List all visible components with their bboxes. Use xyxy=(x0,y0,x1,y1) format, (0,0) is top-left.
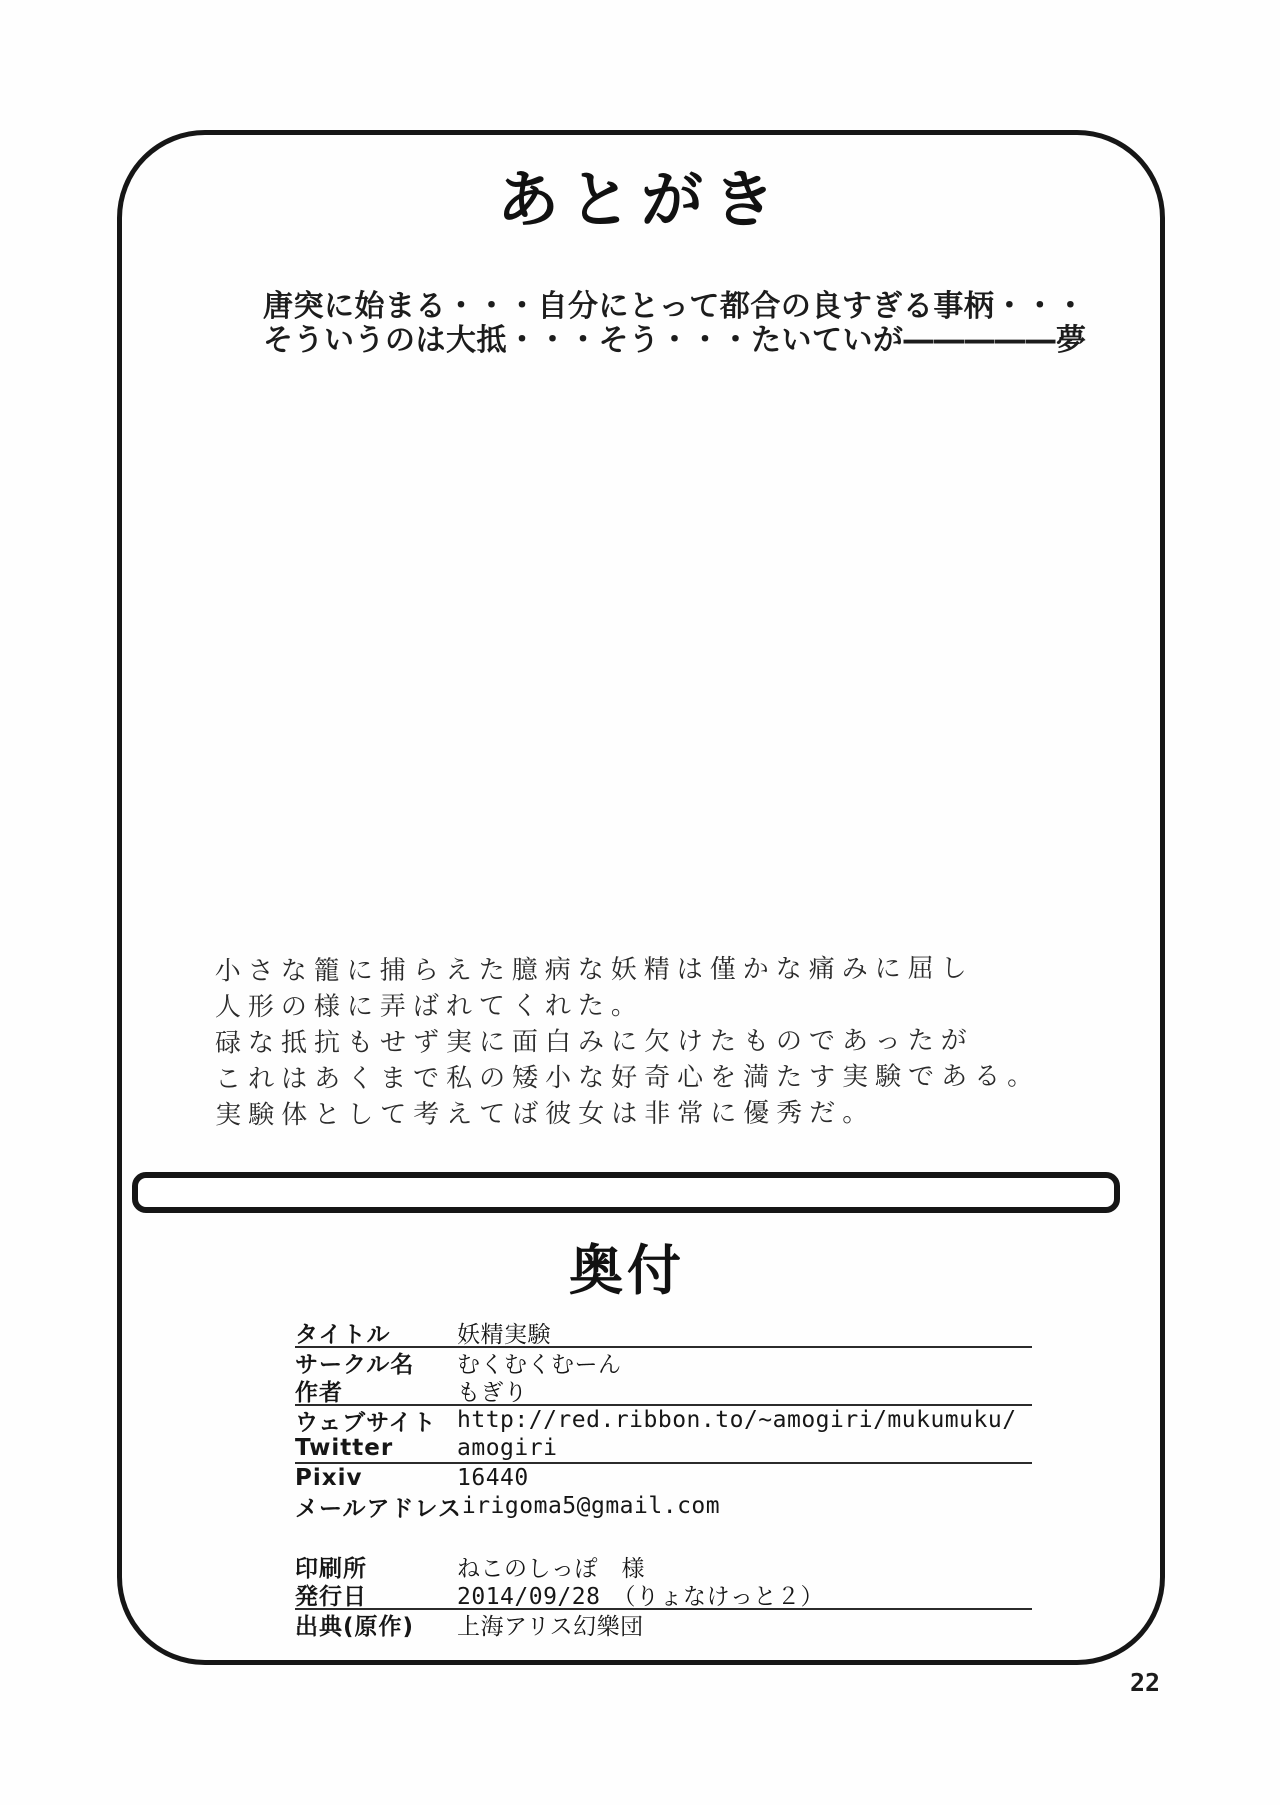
afterword-intro xyxy=(263,289,1087,358)
afterword-intro-line: そういうのは大抵・・・そう・・・たいていが―――――夢 xyxy=(263,323,1087,358)
row-label: 発行日 xyxy=(295,1583,367,1610)
colophon-title: 奥付 xyxy=(569,1239,685,1302)
row-label: Pixiv xyxy=(295,1465,363,1491)
table-row xyxy=(295,1348,1032,1376)
row-value: amogiri xyxy=(457,1435,558,1461)
row-label: ウェブサイト xyxy=(295,1409,437,1436)
row-value: http://red.ribbon.to/~amogiri/mukumuku/ xyxy=(457,1407,1017,1433)
handwritten-line: 実験体として考えてば彼女は非常に優秀だ。 xyxy=(215,1098,876,1131)
row-label: サークル名 xyxy=(295,1351,415,1378)
row-value: むくむくむーん xyxy=(457,1351,622,1378)
section-divider-bar xyxy=(132,1172,1120,1213)
table-row xyxy=(295,1376,1032,1406)
handwritten-line: これはあくまで私の矮小な好奇心を満たす実験である。 xyxy=(215,1061,1041,1095)
row-label: 出典(原作) xyxy=(295,1613,415,1640)
row-value: 妖精実験 xyxy=(457,1321,551,1348)
afterword-title: あとがき xyxy=(496,163,785,236)
afterword-intro-line: 唐突に始まる・・・自分にとって都合の良すぎる事柄・・・ xyxy=(263,289,1086,324)
table-row xyxy=(295,1434,1032,1464)
row-value: ねこのしっぽ 様 xyxy=(457,1555,645,1582)
table-row xyxy=(295,1610,1032,1638)
table-row xyxy=(295,1580,1032,1610)
row-value: irigoma5@gmail.com xyxy=(461,1493,721,1519)
row-value: 上海アリス幻樂団 xyxy=(457,1613,644,1640)
handwritten-note xyxy=(215,951,1046,1134)
row-label: タイトル xyxy=(295,1321,391,1348)
colophon-table xyxy=(295,1318,1032,1638)
handwritten-line: 人形の様に弄ばれてくれた。 xyxy=(214,990,644,1023)
row-label: Twitter xyxy=(295,1435,394,1461)
row-label: 作者 xyxy=(295,1379,343,1406)
row-label: 印刷所 xyxy=(295,1555,367,1582)
page-number: 22 xyxy=(1130,1668,1161,1697)
row-value: もぎり xyxy=(457,1379,528,1406)
table-row xyxy=(295,1464,1032,1492)
table-row xyxy=(295,1492,1032,1520)
row-label: メールアドレス xyxy=(295,1495,462,1522)
row-value: 16440 xyxy=(457,1465,529,1491)
handwritten-line: 小さな籠に捕らえた臆病な妖精は僅かな痛みに屈し xyxy=(214,953,974,987)
table-row xyxy=(295,1318,1032,1348)
table-row xyxy=(295,1406,1032,1434)
row-value: 2014/09/28 （りょなけっと２） xyxy=(457,1583,824,1610)
table-row xyxy=(295,1552,1032,1580)
handwritten-line: 碌な抵抗もせず実に面白みに欠けたものであったが xyxy=(214,1025,974,1059)
